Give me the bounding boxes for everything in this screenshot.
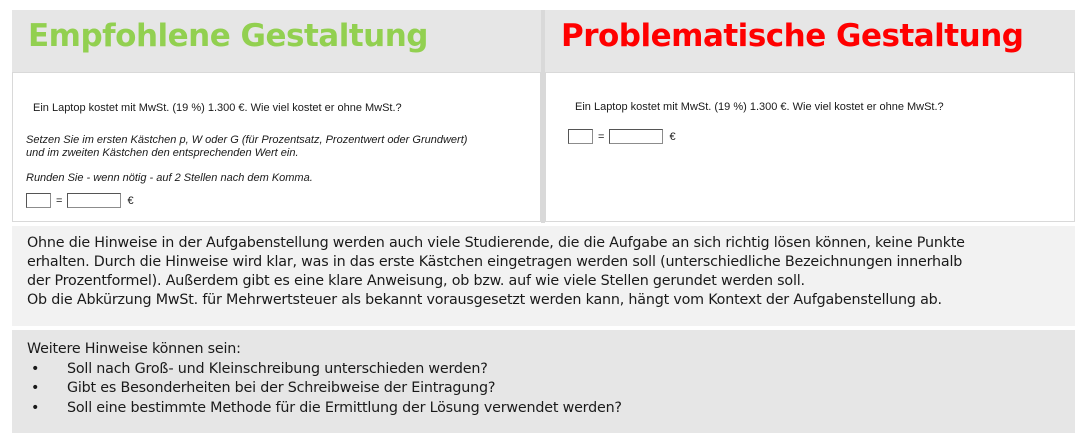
problematic-title: Problematische Gestaltung [561, 18, 1024, 54]
variable-input[interactable] [568, 129, 593, 144]
further-hints-heading: Weitere Hinweise können sein: [27, 341, 241, 357]
input-hint-line1: Setzen Sie im ersten Kästchen p, W oder G (für Prozentsatz, Prozentwert oder Grundwert) [26, 134, 468, 146]
question-text: Ein Laptop kostet mit MwSt. (19 %) 1.300 €. Wie viel kostet er ohne MwSt.? [33, 102, 402, 114]
further-hints-box [12, 330, 1075, 433]
input-hint-line2: und im zweiten Kästchen den entsprechenden Wert ein. [26, 147, 299, 159]
bullet: • [31, 380, 40, 396]
bullet: • [31, 360, 40, 377]
explanation-line: erhalten. Durch die Hinweise wird klar, was in das erste Kästchen eingetragen werden soll (unterschiedliche Bezeichnungen innerhalb [27, 254, 963, 270]
explanation-line: der Prozentformel). Außerdem gibt es eine klare Anweisung, ob bzw. auf wie viele Stellen gerundet werden soll. [27, 273, 805, 289]
variable-input[interactable] [26, 193, 51, 208]
list-item: • Soll eine bestimmte Methode für die Ermittlung der Lösung verwendet werden? [27, 399, 1075, 419]
list-item: • Gibt es Besonderheiten bei der Schreibweise der Eintragung? [27, 379, 1075, 399]
recommended-title: Empfohlene Gestaltung [28, 18, 428, 54]
currency-label: € [127, 194, 134, 207]
equals-sign: = [598, 130, 605, 143]
further-hints-list [27, 360, 1075, 419]
answer-row [568, 129, 676, 144]
rounding-hint: Runden Sie - wenn nötig - auf 2 Stellen nach dem Komma. [26, 172, 313, 184]
explanation-line: Ob die Abkürzung MwSt. für Mehrwertsteuer als bekannt vorausgesetzt werden kann, hängt vom Kontext der Aufgabenstellung ab. [27, 292, 942, 308]
problematic-example [545, 72, 1075, 222]
list-item: • Soll nach Groß- und Kleinschreibung unterschieden werden? [27, 360, 1075, 380]
answer-row [26, 193, 134, 208]
value-input[interactable] [67, 193, 121, 208]
equals-sign: = [56, 194, 63, 207]
recommended-example [12, 72, 541, 222]
value-input[interactable] [609, 129, 663, 144]
currency-label: € [669, 130, 676, 143]
recommended-header [12, 10, 541, 72]
explanation-line: Ohne die Hinweise in der Aufgabenstellung werden auch viele Studierende, die die Aufgabe an sich richtig lösen können, keine Punkte [27, 235, 965, 251]
explanation-box [12, 226, 1075, 326]
bullet: • [31, 399, 40, 416]
problematic-header [545, 10, 1075, 72]
question-text: Ein Laptop kostet mit MwSt. (19 %) 1.300 €. Wie viel kostet er ohne MwSt.? [575, 101, 944, 113]
